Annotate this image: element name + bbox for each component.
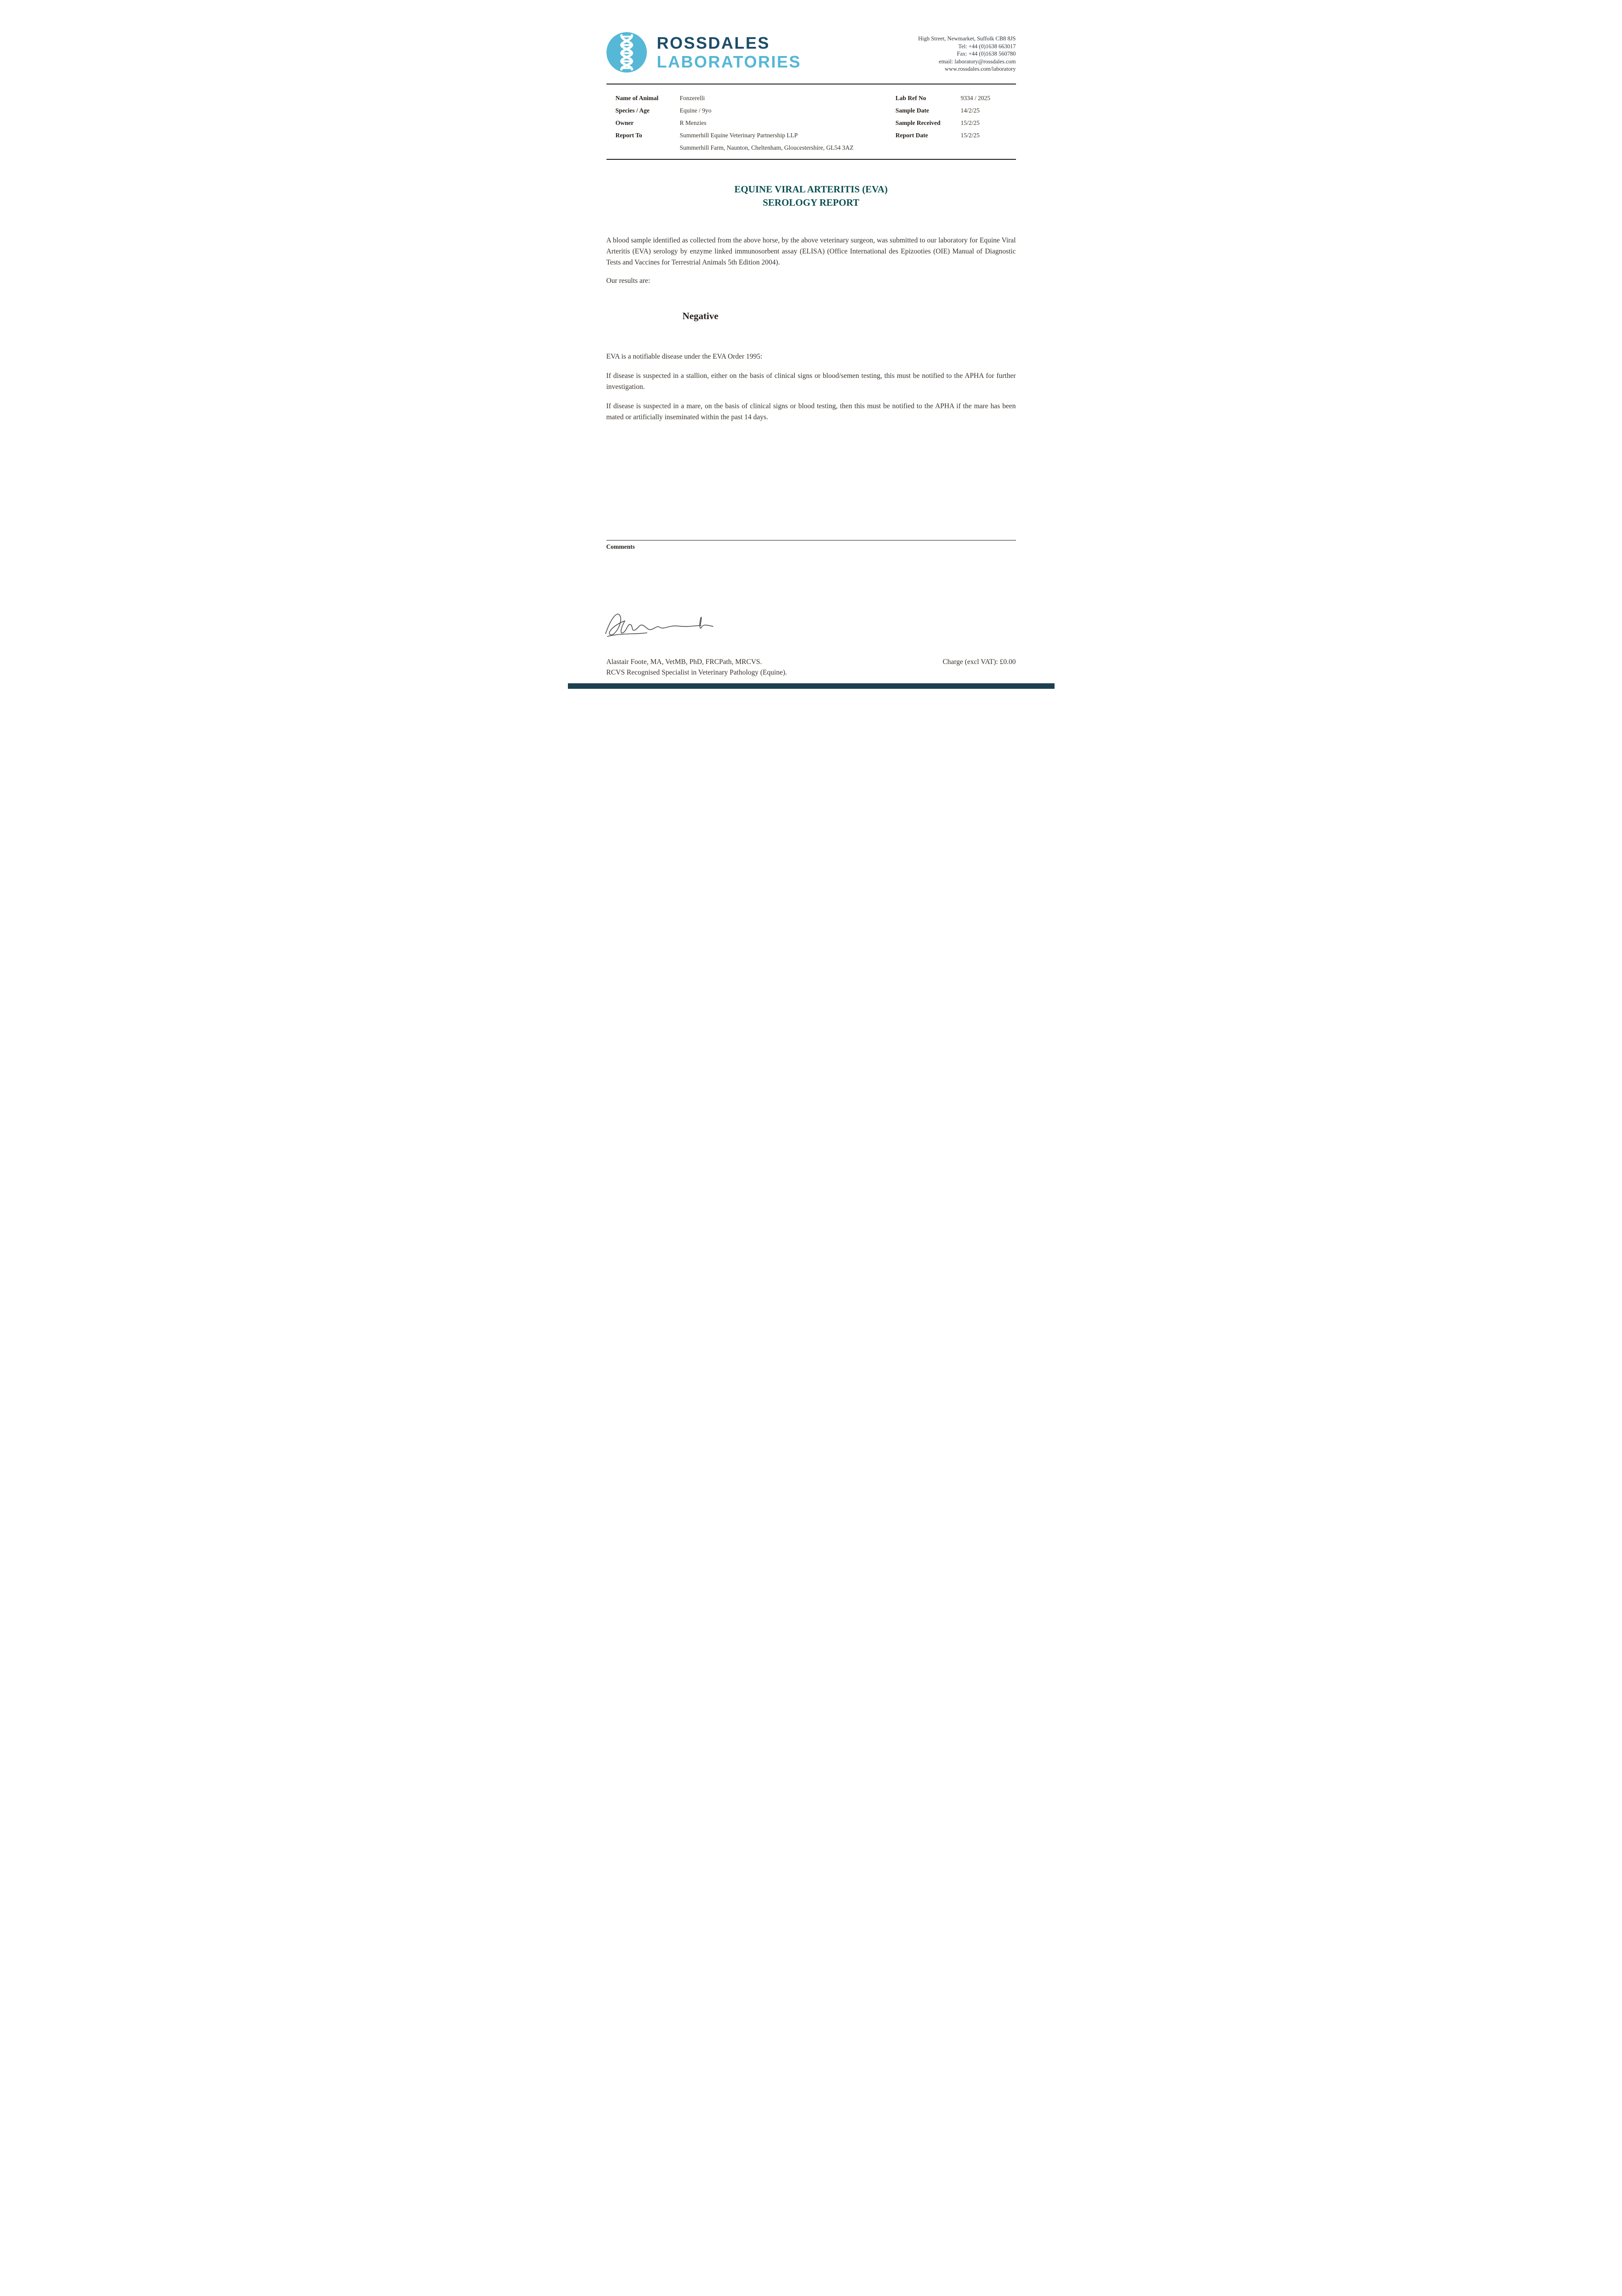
detail-value: Equine / 9yo: [679, 107, 712, 114]
brand-name-bottom: LABORATORIES: [657, 52, 802, 71]
contact-tel: Tel: +44 (0)1638 663017: [958, 43, 1016, 50]
results-intro: Our results are:: [606, 276, 651, 285]
footer-bar: [568, 683, 1055, 689]
report-title-line1: EQUINE VIRAL ARTERITIS (EVA): [734, 183, 888, 195]
detail-label: Sample Received: [895, 119, 941, 126]
detail-label: Name of Animal: [615, 94, 659, 101]
contact-address: High Street, Newmarket, Suffolk CB8 8JS: [918, 35, 1016, 42]
stallion-paragraph: If disease is suspected in a stallion, either on the basis of clinical signs or blood/semen testing, this must be notified to the APHA for further investigation.: [606, 371, 1016, 391]
result-value: Negative: [682, 310, 718, 321]
detail-value: 14/2/25: [960, 107, 980, 114]
signatory-title: RCVS Recognised Specialist in Veterinary Pathology (Equine).: [606, 669, 787, 676]
detail-value: Summerhill Farm, Naunton, Cheltenham, Gloucestershire, GL54 3AZ: [679, 144, 854, 151]
comments-section: [606, 540, 1016, 551]
details-divider: [606, 159, 1016, 160]
detail-value: 15/2/25: [960, 131, 980, 139]
report-title-line2: SEROLOGY REPORT: [763, 197, 859, 208]
sample-details: [606, 95, 1016, 152]
detail-label: [616, 144, 680, 152]
detail-label: Lab Ref No: [895, 94, 926, 101]
detail-label: Species / Age: [615, 107, 650, 114]
report-title: [606, 183, 1016, 209]
detail-value: 9334 / 2025: [960, 94, 991, 101]
contact-email: email: laboratory@rossdales.com: [938, 58, 1016, 65]
signatory-name: Alastair Foote, MA, VetMB, PhD, FRCPath, MRCVS.: [606, 658, 762, 666]
detail-value: Summerhill Equine Veterinary Partnership LLP: [679, 131, 798, 139]
comments-heading: Comments: [606, 543, 635, 550]
detail-value: Fonzerelli: [679, 94, 705, 101]
mare-paragraph: If disease is suspected in a mare, on the basis of clinical signs or blood testing, then this must be notified to the APHA if the mare has been mated or artificially inseminated within the past 14 days.: [606, 402, 1016, 421]
brand-name-top: ROSSDALES: [657, 34, 770, 52]
intro-paragraph: A blood sample identified as collected from the above horse, by the above veterinary surgeon, was submitted to our laboratory for Equine Viral Arteritis (EVA) serology by enzyme linked immunosorbent assay (ELISA) (Office International des Epizooties (OIE) Manual of Diagnostic Tests and Vaccines for Terrestrial Animals 5th Edition 2004).: [606, 236, 1016, 266]
lab-details: [896, 95, 1016, 152]
notifiable-heading: EVA is a notifiable disease under the EVA Order 1995:: [606, 352, 763, 360]
contact-fax: Fax: +44 (0)1638 560780: [957, 51, 1016, 57]
dna-helix-icon: [606, 32, 647, 73]
charge-amount: Charge (excl VAT): £0.00: [943, 658, 1016, 666]
detail-value: R Menzies: [679, 119, 707, 126]
animal-details: [616, 95, 854, 152]
report-footer: [606, 657, 1016, 678]
detail-value: 15/2/25: [960, 119, 980, 126]
lab-report-page: [568, 0, 1055, 689]
brand-name: [657, 34, 802, 71]
detail-label: Report Date: [895, 131, 928, 139]
signature-scribble: [603, 601, 718, 649]
detail-label: Sample Date: [895, 107, 929, 114]
detail-label: Report To: [615, 131, 642, 139]
contact-block: [918, 32, 1016, 73]
contact-website: www.rossdales.com/laboratory: [944, 66, 1016, 72]
signatory-block: [606, 657, 787, 678]
detail-label: Owner: [615, 119, 634, 126]
report-header: [606, 32, 1016, 73]
brand: [606, 32, 802, 73]
